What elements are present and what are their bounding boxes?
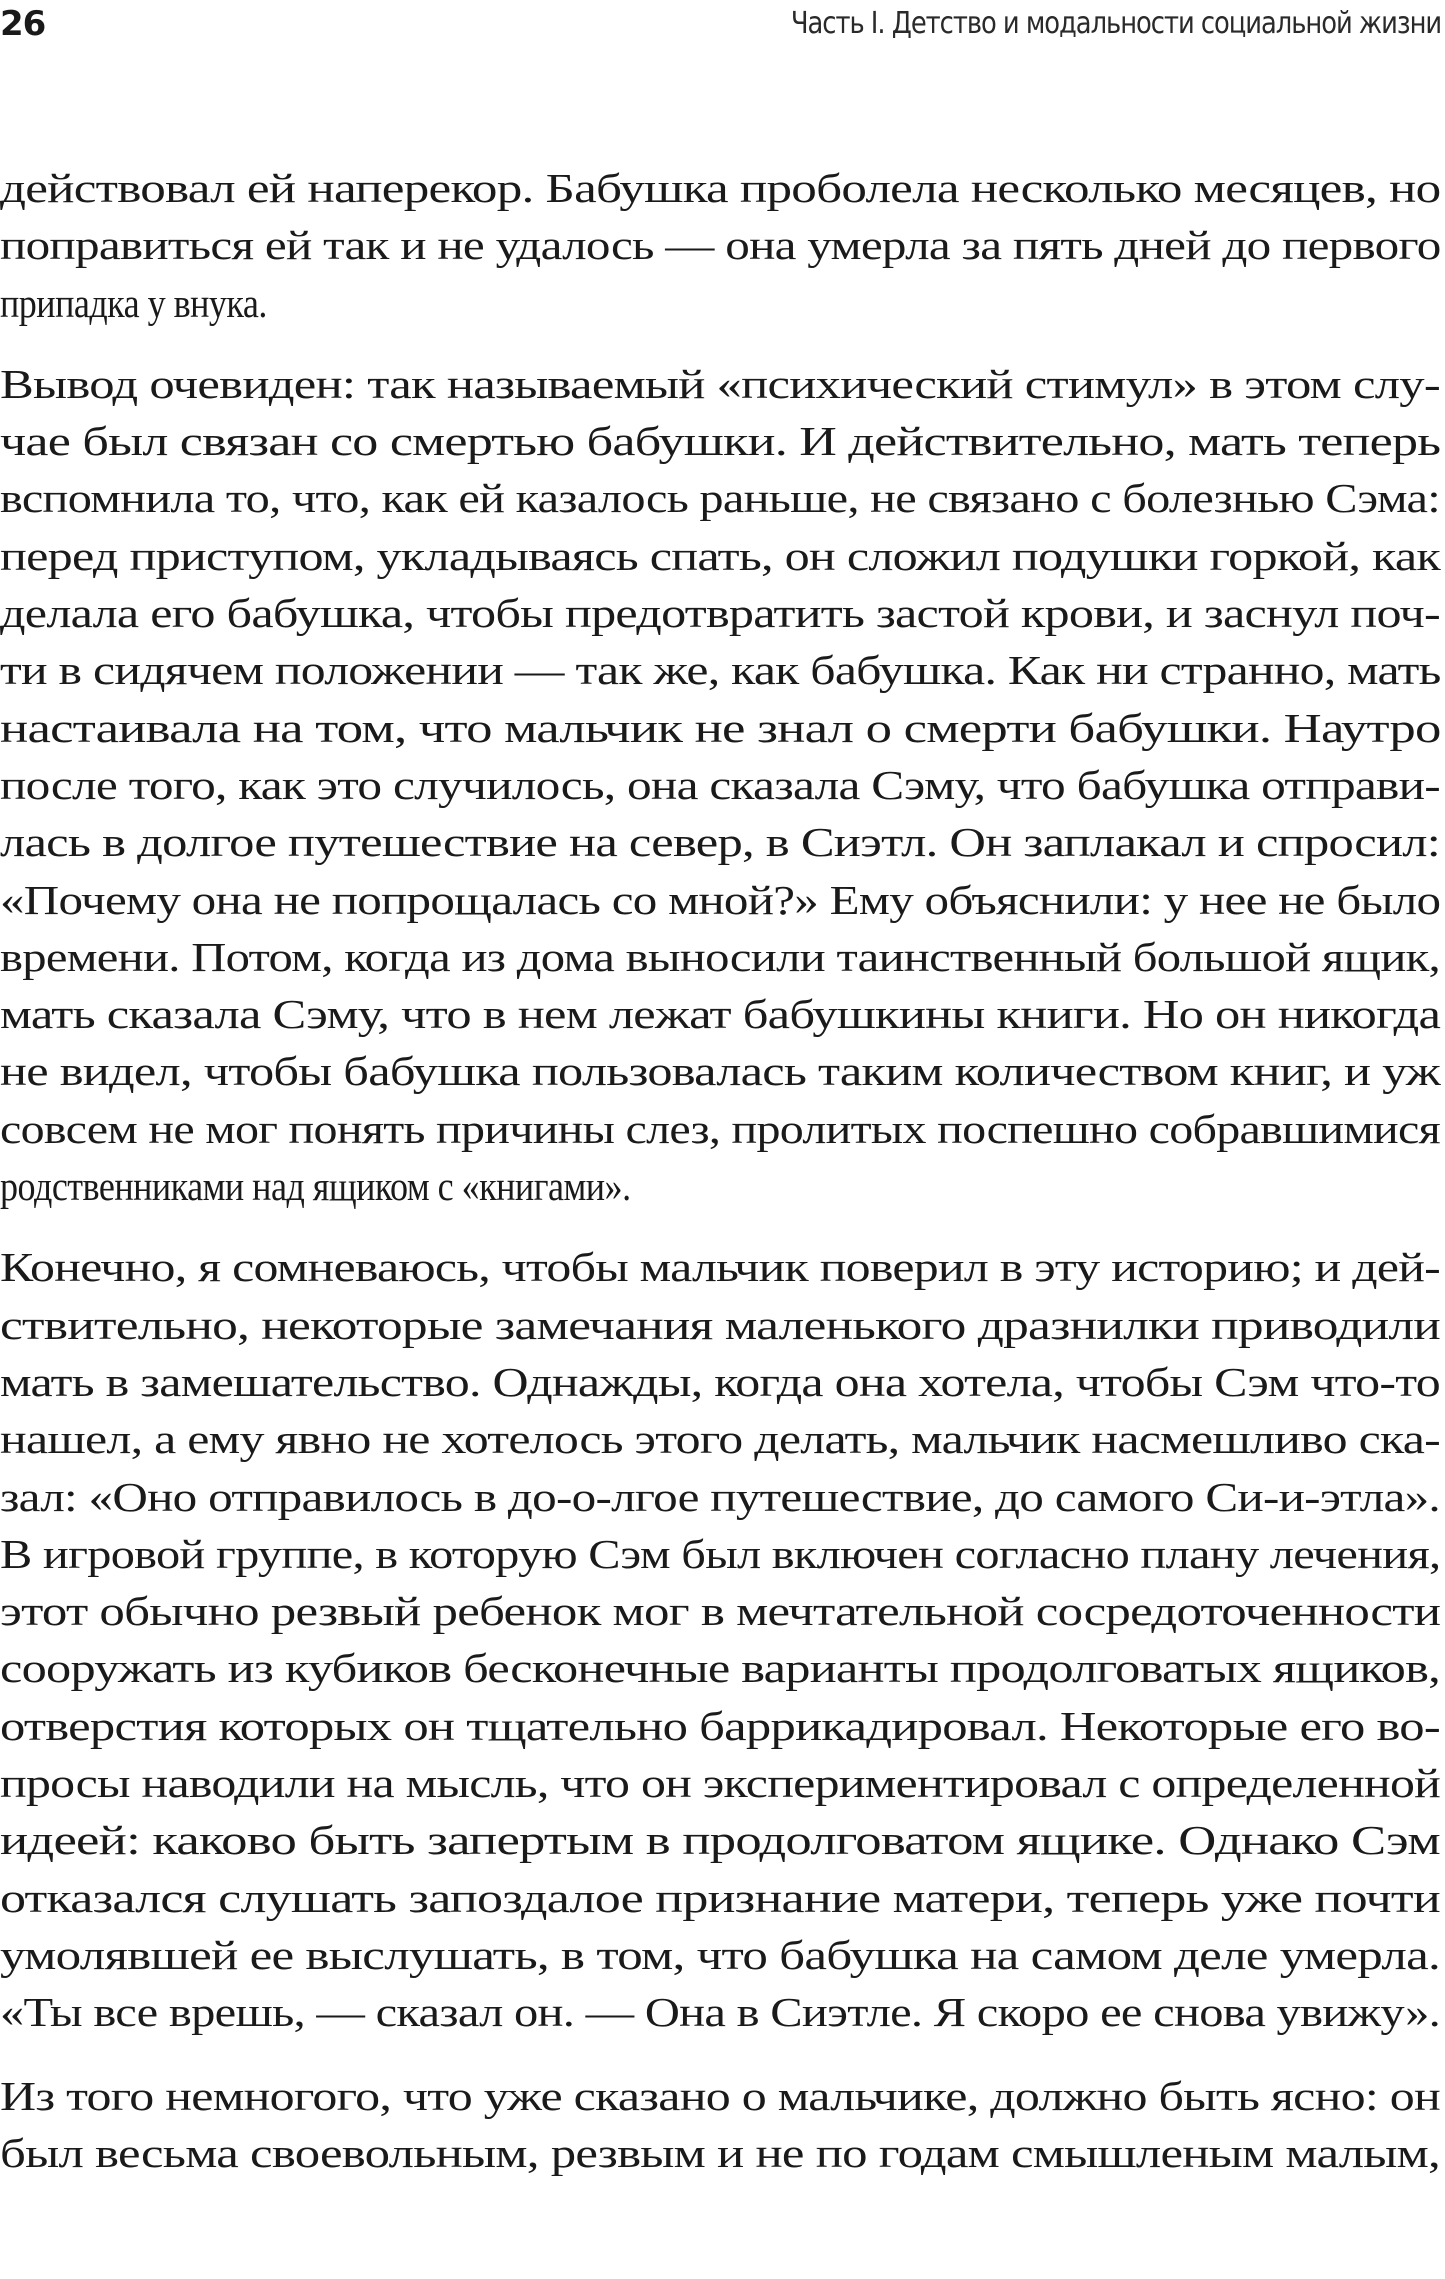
chapter-title: Часть I. Детство и модальности социальной жизни [790,6,1441,41]
text-line: мать в замешательство. Однажды, когда она хотела, чтобы Сэм что-то [0,1358,1440,1405]
text-line: настаивала на том, что мальчик не знал о смерти бабушки. Наутро [0,704,1441,751]
paragraph-1 [0,160,1445,332]
text-line: был весьма своевольным, резвым и не по годам смышленым малым, [0,2129,1440,2176]
page-number: 26 [0,4,46,44]
text-line: В игровой группе, в которую Сэм был включен согласно плану лечения, [0,1530,1441,1577]
text-line: идеей: каково быть запертым в продолговатом ящике. Однако Сэм [0,1817,1440,1864]
text-line: мать сказала Сэму, что в нем лежат бабушкины книги. Но он никогда [0,991,1441,1038]
paragraph-3 [0,1239,1445,2041]
text-line: ствительно, некоторые замечания маленького дразнилки приводили [0,1301,1440,1348]
body-text [0,160,1445,2204]
text-line: совсем не мог понять причины слез, пролитых поспешно собравшимися [0,1105,1440,1152]
text-line: не видел, чтобы бабушка пользовалась таким количеством книг, и уж [0,1048,1440,1095]
text-line: зал: «Оно отправилось в до-о-лгое путешествие, до самого Си-и-этла». [0,1473,1440,1520]
text-line: Вывод очевиден: так называемый «психический стимул» в этом слу- [0,360,1441,407]
paragraph-2 [0,356,1445,1215]
text-line: делала его бабушка, чтобы предотвратить застой крови, и заснул поч- [0,590,1440,637]
text-line: лась в долгое путешествие на север, в Сиэтл. Он заплакал и спросил: [0,819,1441,866]
text-line: после того, как это случилось, она сказала Сэму, что бабушка отправи- [0,761,1440,808]
running-head [0,4,1445,54]
text-line: сооружать из кубиков бесконечные варианты продолговатых ящиков, [0,1645,1440,1692]
text-line: «Почему она не попрощалась со мной?» Ему объяснили: у нее не было [0,876,1441,923]
text-line: нашел, а ему явно не хотелось этого делать, мальчик насмешливо ска- [0,1416,1440,1463]
text-line: перед приступом, укладываясь спать, он сложил подушки горкой, как [0,532,1440,579]
text-line: времени. Потом, когда из дома выносили таинственный большой ящик, [0,933,1440,980]
text-line: чае был связан со смертью бабушки. И действительно, мать теперь [0,418,1441,465]
text-line: просы наводили на мысль, что он экспериментировал с определенной [0,1760,1441,1807]
text-line: этот обычно резвый ребенок мог в мечтательной сосредоточенности [0,1588,1441,1635]
text-line: Конечно, я сомневаюсь, чтобы мальчик поверил в эту историю; и дей- [0,1244,1440,1291]
text-line: умолявшей ее выслушать, в том, что бабушка на самом деле умерла. [0,1931,1440,1978]
text-line: ти в сидячем положении — так же, как бабушка. Как ни странно, мать [0,647,1441,694]
paragraph-4 [0,2068,1445,2183]
text-line: поправиться ей так и не удалось — она умерла за пять дней до первого [0,222,1441,269]
text-line: припадка у внука. [0,279,267,326]
text-line: действовал ей наперекор. Бабушка проболела несколько месяцев, но [0,165,1441,211]
text-line: родственниками над ящиком с «книгами». [0,1163,631,1210]
text-line: «Ты все врешь, — сказал он. — Она в Сиэтле. Я скоро ее снова увижу». [0,1989,1441,2036]
text-line: вспомнила то, что, как ей казалось раньше, не связано с болезнью Сэма: [0,475,1440,522]
text-line: отказался слушать запоздалое признание матери, теперь уже почти [0,1874,1440,1921]
text-line: Из того немногого, что уже сказано о мальчике, должно быть ясно: он [0,2072,1440,2119]
text-line: отверстия которых он тщательно баррикадировал. Некоторые его во- [0,1702,1440,1749]
